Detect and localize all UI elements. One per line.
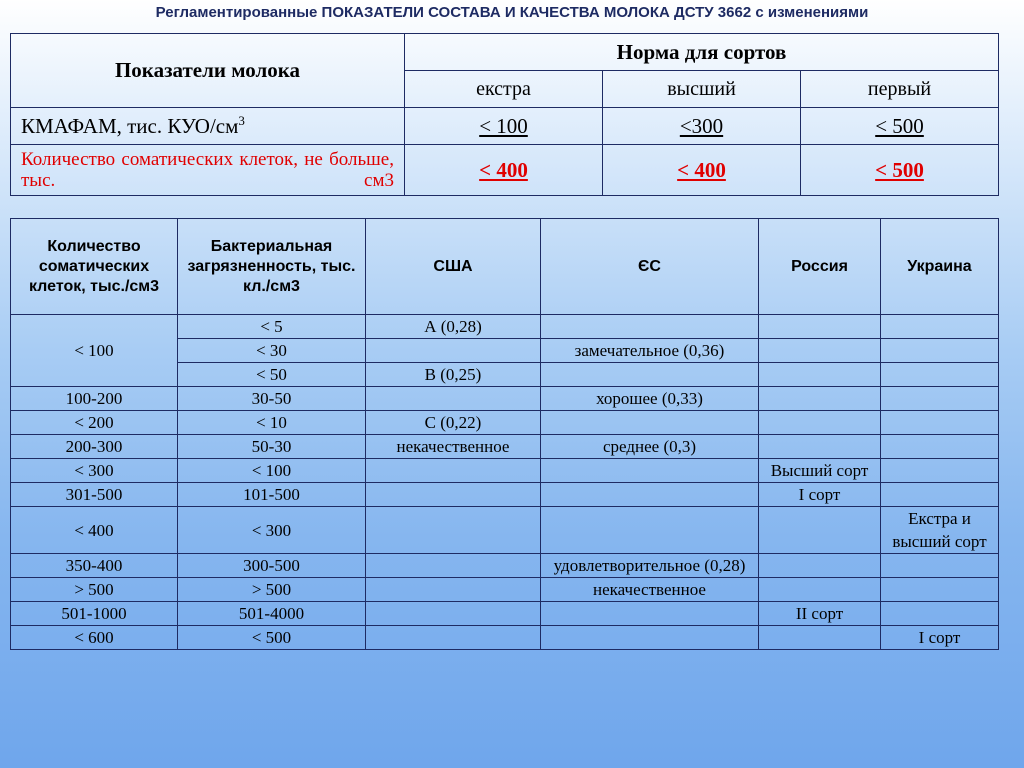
header-somatic-cells: Количество соматических клеток, тыс./см3 [11,219,178,315]
russia-value: I сорт [759,483,881,507]
usa-value [366,602,541,626]
russia-value [759,315,881,339]
usa-value [366,578,541,602]
ukraine-value [881,483,999,507]
table-row [11,387,999,411]
table-row [11,554,999,578]
indicator-kmafam: КМАФАМ, тис. КУО/$см^3$ [11,108,405,145]
russia-value [759,387,881,411]
eu-value: некачественное [541,578,759,602]
bact-value: < 30 [178,339,366,363]
header-ukraine: Украина [881,219,999,315]
usa-value: С (0,22) [366,411,541,435]
table-row [11,507,999,554]
cells-value: < 400 [11,507,178,554]
russia-value [759,339,881,363]
norm-value: < 100 [405,108,603,145]
bact-value: 501-4000 [178,602,366,626]
ukraine-value [881,315,999,339]
cells-value: < 200 [11,411,178,435]
russia-value [759,626,881,650]
ukraine-value [881,554,999,578]
norm-value: < 500 [801,108,999,145]
eu-value: удовлетворительное (0,28) [541,554,759,578]
usa-value: В (0,25) [366,363,541,387]
table-row [11,578,999,602]
russia-value [759,411,881,435]
header-eu: ЄС [541,219,759,315]
norms-table [10,33,999,196]
bact-value: > 500 [178,578,366,602]
table-row [11,483,999,507]
cells-value: 301-500 [11,483,178,507]
usa-value: некачественное [366,435,541,459]
russia-value [759,554,881,578]
cells-value: 501-1000 [11,602,178,626]
eu-value: среднее (0,3) [541,435,759,459]
russia-value [759,435,881,459]
table-row [11,315,999,339]
russia-value [759,507,881,554]
grade-header-highest: высший [603,71,801,108]
ukraine-value: Екстра и высший сорт [881,507,999,554]
bact-value: < 500 [178,626,366,650]
page-title: Регламентированные ПОКАЗАТЕЛИ СОСТАВА И КАЧЕСТВА МОЛОКА ДСТУ 3662 с изменениями [155,4,869,21]
table-row [11,411,999,435]
usa-value [366,554,541,578]
cells-value: < 300 [11,459,178,483]
ukraine-value [881,363,999,387]
bact-value: < 50 [178,363,366,387]
cells-value: 100-200 [11,387,178,411]
norm-value: < 400 [603,145,801,196]
eu-value [541,315,759,339]
norm-value: < 400 [405,145,603,196]
russia-value [759,363,881,387]
bact-value: < 10 [178,411,366,435]
grade-header-extra: екстра [405,71,603,108]
table-row [11,626,999,650]
bact-value: < 100 [178,459,366,483]
usa-value [366,387,541,411]
ukraine-value [881,411,999,435]
ukraine-value [881,435,999,459]
eu-value [541,483,759,507]
table-row [11,108,999,145]
ukraine-value [881,602,999,626]
grade-header-first: первый [801,71,999,108]
ukraine-value [881,578,999,602]
bact-value: 300-500 [178,554,366,578]
ukraine-value [881,339,999,363]
ukraine-value [881,387,999,411]
header-usa: США [366,219,541,315]
table-row [11,435,999,459]
table-row [11,459,999,483]
cells-value: < 600 [11,626,178,650]
indicator-header: Показатели молока [11,34,405,108]
comparison-table [10,218,999,650]
eu-value [541,411,759,435]
eu-value: замечательное (0,36) [541,339,759,363]
usa-value [366,339,541,363]
usa-value [366,459,541,483]
bact-value: < 5 [178,315,366,339]
russia-value: II сорт [759,602,881,626]
bact-value: < 300 [178,507,366,554]
table-row [11,145,999,196]
norm-header: Норма для сортов [405,34,999,71]
cells-value: > 500 [11,578,178,602]
russia-value [759,578,881,602]
cells-value: 200-300 [11,435,178,459]
eu-value [541,507,759,554]
eu-value [541,626,759,650]
ukraine-value [881,459,999,483]
usa-value: А (0,28) [366,315,541,339]
indicator-somatic-cells: Количество соматических клеток, не больше, тыс. см3 [11,145,405,196]
bact-value: 30-50 [178,387,366,411]
bact-value: 50-30 [178,435,366,459]
norm-value: <300 [603,108,801,145]
eu-value [541,602,759,626]
usa-value [366,507,541,554]
usa-value [366,626,541,650]
table-row [11,602,999,626]
norm-value: < 500 [801,145,999,196]
header-bacterial: Бактериальная загрязненность, тыс. кл./см3 [178,219,366,315]
cells-value: 350-400 [11,554,178,578]
usa-value [366,483,541,507]
eu-value: хорошее (0,33) [541,387,759,411]
eu-value [541,363,759,387]
header-russia: Россия [759,219,881,315]
cells-value: < 100 [11,315,178,387]
eu-value [541,459,759,483]
ukraine-value: I сорт [881,626,999,650]
russia-value: Высший сорт [759,459,881,483]
bact-value: 101-500 [178,483,366,507]
